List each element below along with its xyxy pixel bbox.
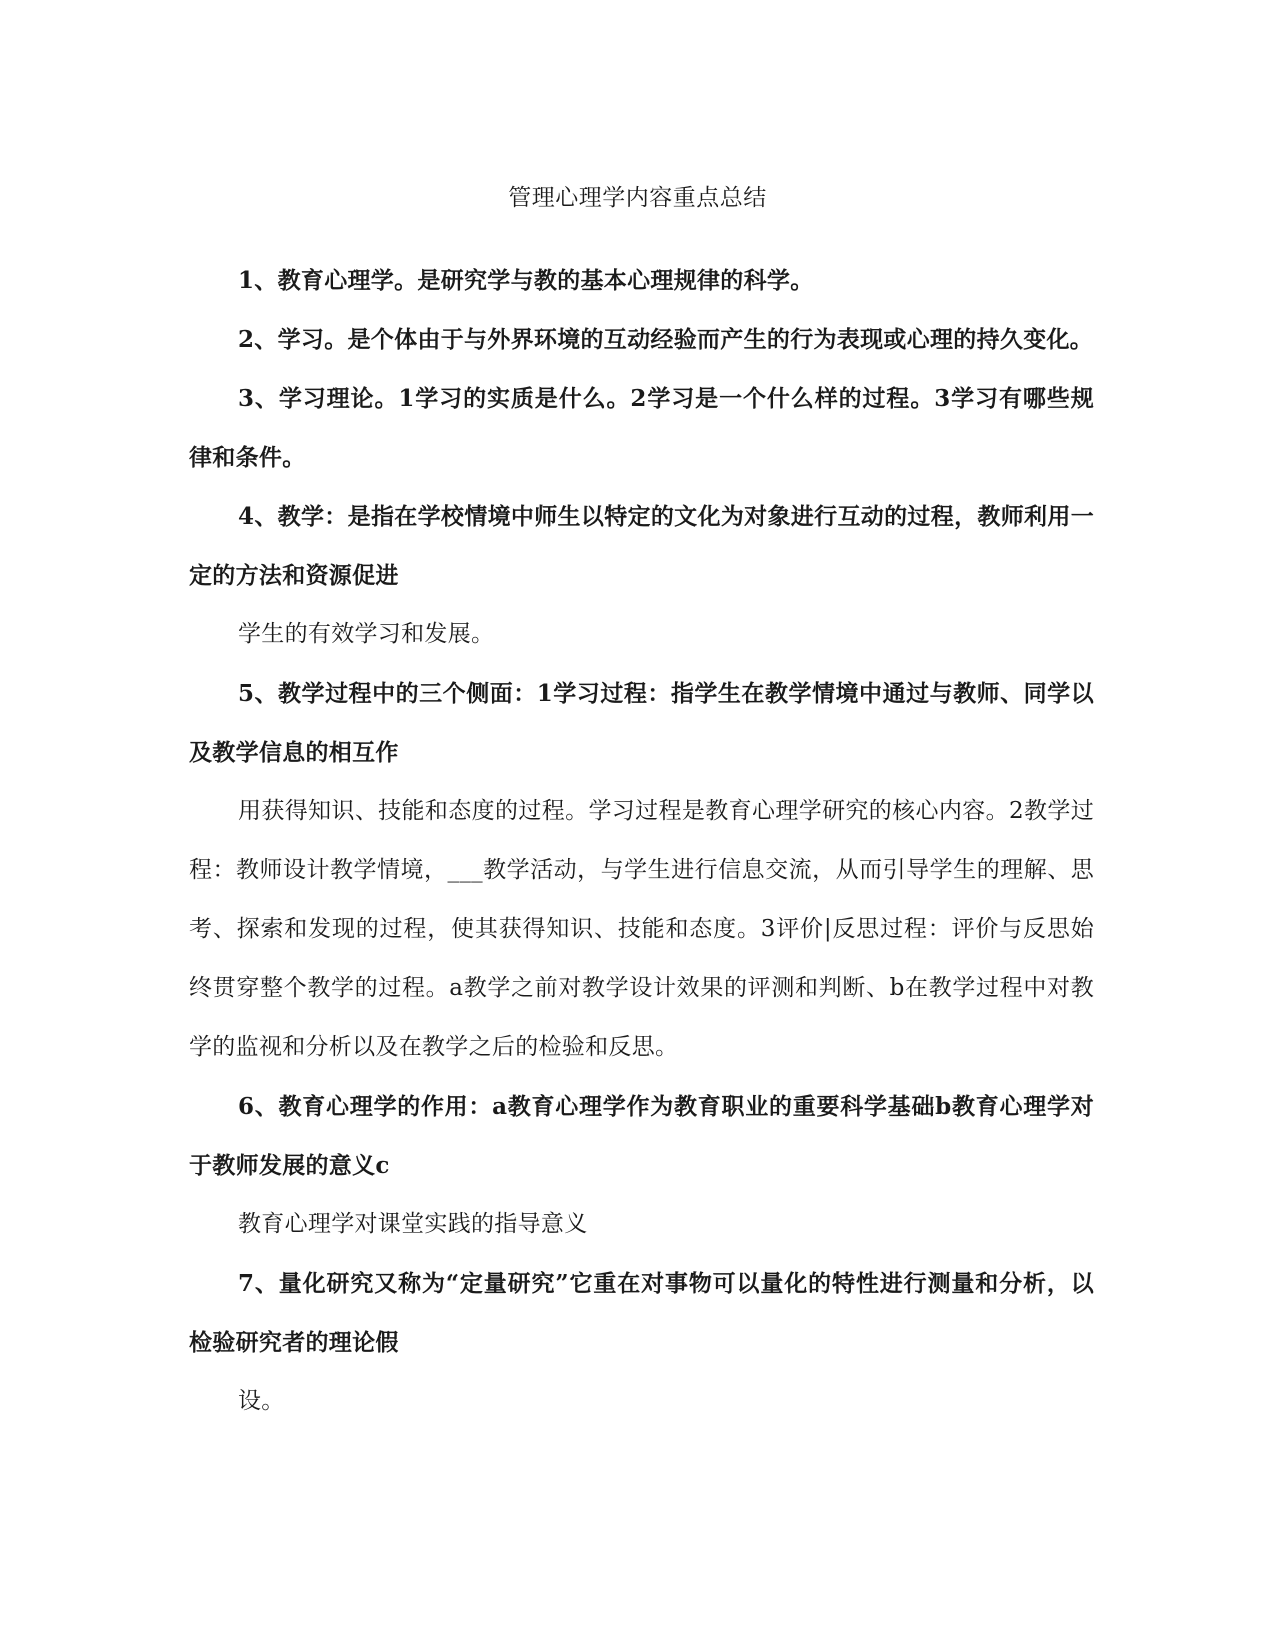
paragraph-7: 7、量化研究又称为“定量研究”它重在对事物可以量化的特性进行测量和分析，以检验研究者的理论假 bbox=[189, 1270, 1094, 1356]
paragraph-3: 3、学习理论。1学习的实质是什么。2学习是一个什么样的过程。3学习有哪些规律和条件。 bbox=[189, 385, 1094, 471]
document-title: 管理心理学内容重点总结 bbox=[508, 185, 767, 211]
paragraph-5-continued: 用获得知识、技能和态度的过程。学习过程是教育心理学研究的核心内容。2教学过程：教师设计教学情境，___教学活动，与学生进行信息交流，从而引导学生的理解、思考、探索和发现的过程，使其获得知识、技能和态度。3评价|反思过程：评价与反思始终贯穿整个教学的过程。a教学之前对教学设计效果的评测和判断、b在教学过程中对教学的监视和分析以及在教学之后的检验和反思。 bbox=[189, 798, 1094, 1060]
paragraph-7-continued: 设。 bbox=[238, 1388, 285, 1414]
paragraph-5: 5、教学过程中的三个侧面：1学习过程：指学生在教学情境中通过与教师、同学以及教学信息的相互作 bbox=[189, 680, 1094, 766]
paragraph-6-continued: 教育心理学对课堂实践的指导意义 bbox=[238, 1211, 588, 1237]
paragraph-2: 2、学习。是个体由于与外界环境的互动经验而产生的行为表现或心理的持久变化。 bbox=[238, 326, 1094, 353]
paragraph-4: 4、教学：是指在学校情境中师生以特定的文化为对象进行互动的过程，教师利用一定的方法和资源促进 bbox=[189, 503, 1094, 589]
document-body bbox=[189, 251, 1094, 1431]
paragraph-4-continued: 学生的有效学习和发展。 bbox=[238, 621, 495, 647]
paragraph-6: 6、教育心理学的作用：a教育心理学作为教育职业的重要科学基础b教育心理学对于教师发展的意义c bbox=[189, 1093, 1094, 1179]
paragraph-1: 1、教育心理学。是研究学与教的基本心理规律的科学。 bbox=[238, 267, 814, 294]
